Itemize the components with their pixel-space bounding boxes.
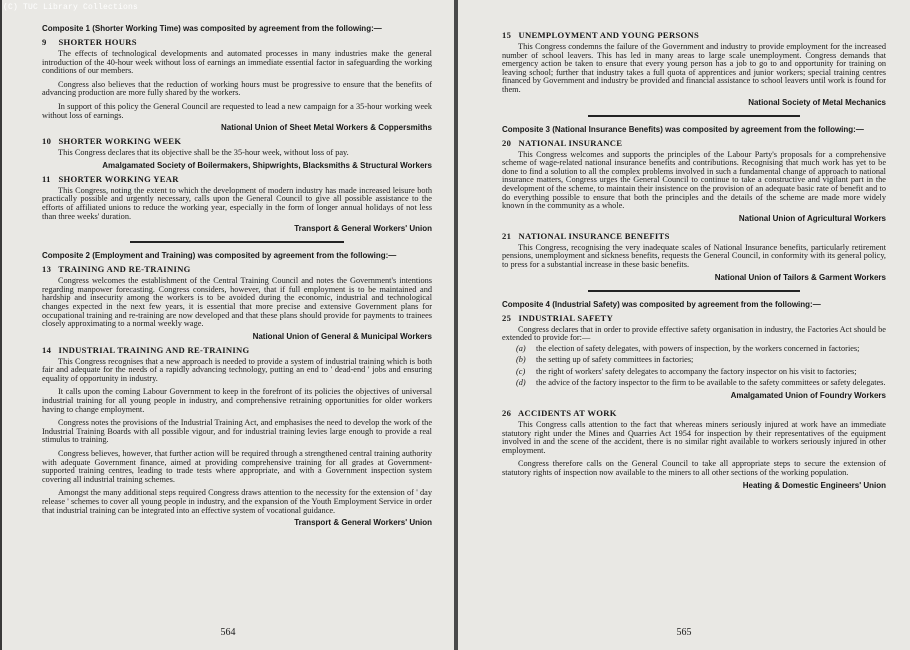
- resolution-25-para-1: Congress declares that in order to provide effective safety organisation in industry, the Factories Act should be extended to provide for:—: [502, 324, 886, 343]
- resolution-9-para-1: The effects of technological developments and automated processes in many industries make the general introduction of the 40-hour week without loss of earnings an immediate essential factor in safeguarding the working conditions of our members.: [42, 49, 432, 76]
- section-divider: [588, 290, 799, 292]
- resolution-25-heading: [502, 313, 886, 323]
- resolution-number: 26: [502, 408, 512, 419]
- resolution-number: 25: [502, 312, 512, 323]
- resolution-20-union: National Union of Agricultural Workers: [738, 213, 886, 223]
- resolution-14-para-3: Congress notes the provisions of the Industrial Training Act, and emphasises the need to develop the work of the Industrial Training Boards with all possible vigour, and for industrial training levies large enough to provide a real stimulus to training.: [42, 418, 432, 445]
- section-divider: [130, 241, 345, 243]
- resolution-14-para-2: It calls upon the coming Labour Government to keep in the forefront of its policies the objectives of universal industrial training for all young people in industry, and comprehensive retraining opportunities for older workers having to change employment.: [42, 387, 432, 414]
- resolution-9-union: National Union of Sheet Metal Workers & Coppersmiths: [221, 123, 432, 133]
- list-item-text: the right of workers' safety delegates to accompany the factory inspector on his visit to factories;: [536, 366, 857, 376]
- resolution-9-para-3: In support of this policy the General Council are requested to lead a new campaign for a 35-hour working week without loss of earnings.: [42, 101, 432, 120]
- resolution-11-union: Transport & General Workers' Union: [294, 224, 432, 234]
- resolution-title: NATIONAL INSURANCE: [518, 137, 623, 148]
- resolution-26-heading: [502, 408, 886, 418]
- list-item-label: (d): [516, 378, 526, 388]
- composite-3-heading: Composite 3 (National Insurance Benefits) was composited by agreement from the following:—: [502, 124, 864, 134]
- watermark: (C) TUC Library Collections: [3, 3, 139, 12]
- resolution-number: 11: [42, 173, 51, 184]
- resolution-26-para-1: This Congress calls attention to the fact that whereas miners seriously injured at work have an immediate statutory right under the Mines and Quarries Act 1954 for inspection by their representatives of the equipment involved in and the scene of the accident, there is no similar right available to workers seriously injured in other employment.: [502, 420, 886, 455]
- resolution-number: 13: [42, 264, 52, 275]
- resolution-21-para-1: This Congress, recognising the very inadequate scales of National Insurance benefits, particularly retirement pensions, unemployment and sickness benefits, requests the General Council, in conformity with its general policy, to press for a substantial increase in these basic benefits.: [502, 242, 886, 269]
- resolution-10-heading: [42, 136, 432, 146]
- composite-1-heading: Composite 1 (Shorter Working Time) was composited by agreement from the following:—: [42, 24, 382, 33]
- resolution-title: SHORTER HOURS: [58, 37, 137, 47]
- resolution-number: 14: [42, 344, 52, 355]
- resolution-21-union: National Union of Tailors & Garment Workers: [714, 272, 886, 282]
- resolution-title: NATIONAL INSURANCE BENEFITS: [518, 230, 670, 241]
- resolution-10-para-1: This Congress declares that its objective shall be the 35-hour week, without loss of pay.: [58, 148, 349, 158]
- resolution-title: INDUSTRIAL TRAINING AND RE-TRAINING: [58, 344, 250, 355]
- composite-4-heading: Composite 4 (Industrial Safety) was composited by agreement from the following:—: [502, 299, 821, 309]
- resolution-title: UNEMPLOYMENT AND YOUNG PERSONS: [518, 30, 700, 40]
- page-number-left: 564: [220, 627, 236, 638]
- resolution-26-para-2: Congress therefore calls on the General Council to take all appropriate steps to secure the extension of statutory rights of inspection now available to the miners to all other sections of the working population.: [502, 459, 886, 478]
- resolution-number: 21: [502, 230, 512, 241]
- list-item-text: the advice of the factory inspector to the firm to be available to the safety committees or safety delegates.: [536, 378, 886, 388]
- section-divider: [588, 115, 799, 117]
- resolution-14-union: Transport & General Workers' Union: [294, 518, 432, 528]
- resolution-14-heading: [42, 345, 432, 355]
- resolution-10-union: Amalgamated Society of Boilermakers, Shipwrights, Blacksmiths & Structural Workers: [102, 160, 432, 170]
- list-item: [516, 379, 886, 388]
- resolution-number: 10: [42, 136, 52, 147]
- safety-provisions-list: [502, 345, 886, 388]
- resolution-20-para-1: This Congress welcomes and supports the principles of the Labour Party's proposals for a comprehensive scheme of wage-related national insurance benefits and contributions. Recognising that much work has yet to be done to find a solution to all the complex problems involved in such a fundamental change of approach to national insurance matters, Congress urges the General Council to continue to take a constructive and vigilant part in the development of the scheme, to maintain their insistence on the provision of an adequate basic rate of benefit and to do everything possible to ensure that both the principles and the details of the scheme are made more widely known in the community as a whole.: [502, 149, 886, 211]
- resolution-11-heading: [42, 174, 432, 184]
- composite-2-heading: Composite 2 (Employment and Training) was composited by agreement from the following:—: [42, 251, 397, 261]
- resolution-14-para-5: Amongst the many additional steps required Congress draws attention to the necessity for the extension of ' day release ' schemes to cover all young people in industry, and the expansion of the Youth Employment Service in order that industrial training can be integrated into an effective system of vocational guidance.: [42, 488, 432, 515]
- left-page: [2, 0, 454, 650]
- list-item-label: (b): [516, 355, 526, 365]
- resolution-13-para-1: Congress welcomes the establishment of the Central Training Council and notes the Government's intentions regarding manpower forecasting. Congress considers, however, that if full employment is to be maintained and hardship and insecurity among the workers is to be avoided during the economic, industrial and technological changes expected in the next few years, it is essential that more precise and extensive Government plans for occupational training and re-training are now developed and that these plans should provide for payments to trainees closely approximating to a normal weekly wage.: [42, 276, 432, 329]
- resolution-11-para-1: This Congress, noting the extent to which the development of modern industry has made increased leisure both practically possible and urgently necessary, calls upon the General Council to give all possible assistance to the efforts of affiliated unions to reduce the working year, especially in the form of longer annual holidays of not less than three weeks' duration.: [42, 185, 432, 221]
- list-item-text: the setting up of safety committees in factories;: [536, 355, 694, 365]
- resolution-21-heading: [502, 231, 886, 241]
- resolution-13-union: National Union of General & Municipal Workers: [252, 331, 432, 341]
- resolution-title: SHORTER WORKING YEAR: [58, 173, 179, 184]
- list-item-text: the election of safety delegates, with powers of inspection, by the workers concerned in factories;: [536, 343, 860, 353]
- resolution-9-para-2: Congress also believes that the reduction of working hours must be progressive to ensure that the benefits of advancing production are more fully shared by the workers.: [42, 79, 432, 98]
- list-item: [516, 368, 886, 377]
- resolution-14-para-4: Congress believes, however, that further action will be required through a strengthened central training authority with adequate Government finance, aimed at providing comprehensive training for all grades at Government-supported training centres, leading to trade tests where appropriate, and with a Government inspection system covering all industrial training schemes.: [42, 449, 432, 484]
- resolution-26-union: Heating & Domestic Engineers' Union: [742, 480, 886, 490]
- resolution-15-para-1: This Congress condemns the failure of the Government and industry to provide employment for the increased number of school leavers. This has led in many areas to large scale unemployment. Congress demands that emergency action be taken to ensure that every young person has a job to go to and opportunity for training on leaving school; further that industry takes a full quota of apprentices and junior workers; special training centres financed by Government and industry be provided and financial assistance to school leavers until work is found for them.: [502, 42, 886, 94]
- page-number-right: 565: [676, 627, 692, 638]
- resolution-9-heading: [42, 37, 432, 47]
- list-item-label: (a): [516, 343, 526, 353]
- resolution-title: TRAINING AND RE-TRAINING: [58, 264, 191, 275]
- right-page: [458, 0, 910, 650]
- resolution-25-union: Amalgamated Union of Foundry Workers: [730, 391, 886, 401]
- list-item: [516, 345, 886, 354]
- resolution-number: 9: [42, 37, 47, 47]
- list-item: [516, 356, 886, 365]
- resolution-13-heading: [42, 264, 432, 274]
- list-item-label: (c): [516, 366, 526, 376]
- resolution-title: ACCIDENTS AT WORK: [517, 408, 617, 419]
- resolution-title: INDUSTRIAL SAFETY: [518, 312, 614, 323]
- resolution-20-heading: [502, 138, 886, 148]
- resolution-number: 20: [502, 137, 512, 148]
- resolution-15-heading: [502, 30, 886, 40]
- resolution-14-para-1: This Congress recognises that a new approach is needed to provide a system of industrial training which is both fair and adequate for the needs of a rapidly advancing technology, putting an end to ' dead-end ' jobs and ensuring equality of opportunity in industry.: [42, 356, 432, 383]
- resolution-title: SHORTER WORKING WEEK: [58, 136, 182, 147]
- resolution-number: 15: [502, 30, 512, 40]
- resolution-15-union: National Society of Metal Mechanics: [748, 97, 886, 107]
